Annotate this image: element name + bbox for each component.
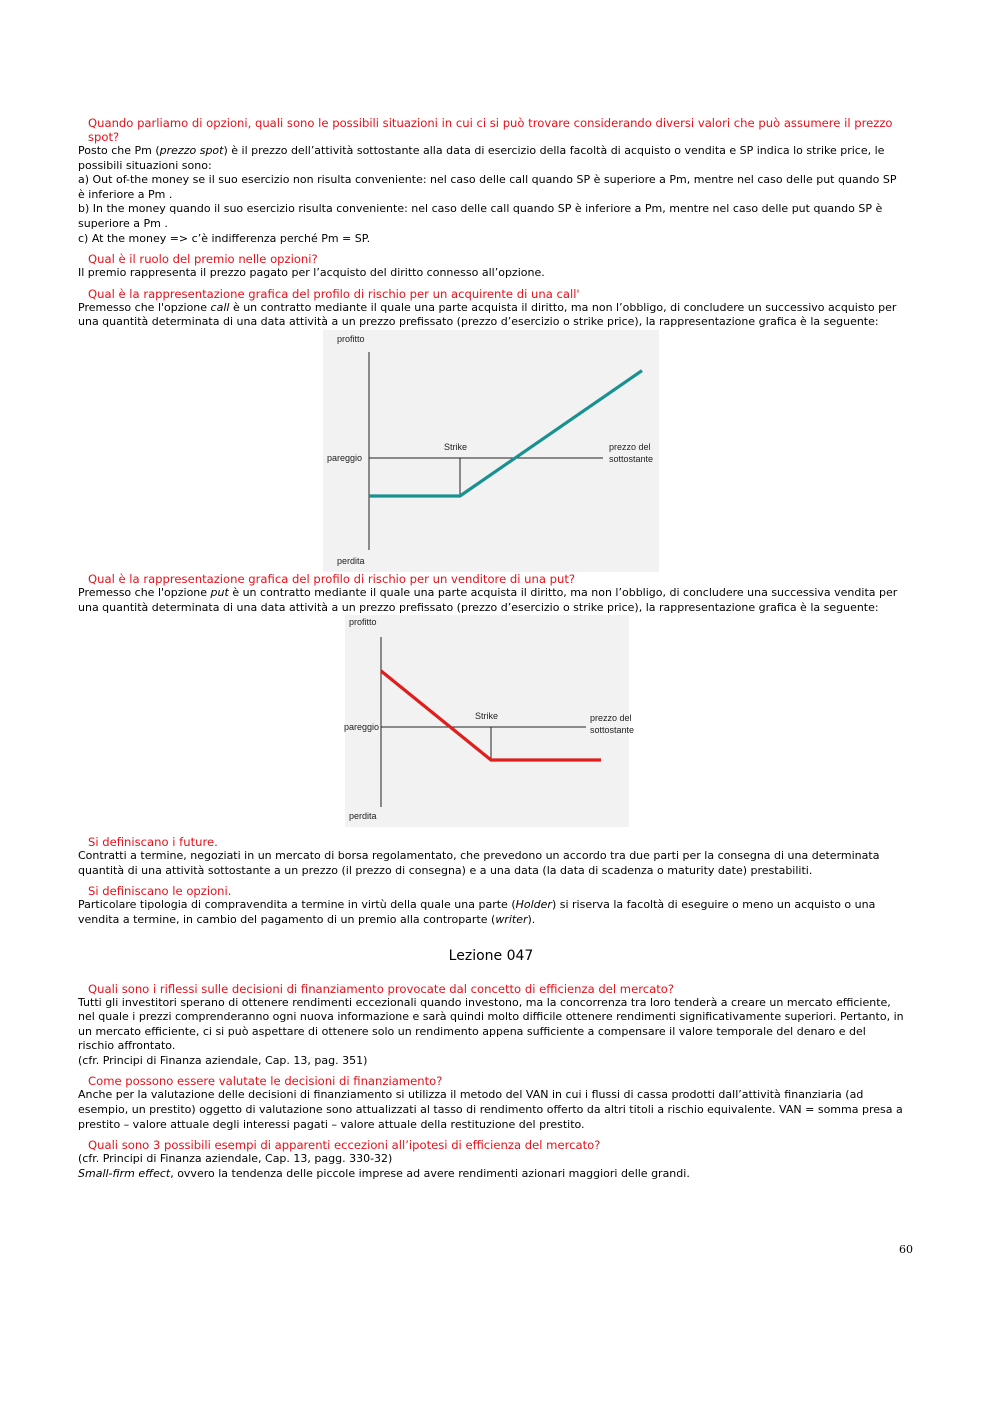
answer-in-the-money: b) In the money quando il suo esercizio risulta conveniente: nel caso delle call quando SP è inferiore a Pm, mentre nel caso delle put quando SP è superiore a Pm . [78, 202, 883, 230]
question-premium-role: Qual è il ruolo del premio nelle opzioni? [88, 252, 318, 267]
question-options-definition: Si definiscano le opzioni. [88, 884, 232, 899]
call-buyer-chart-svg [323, 330, 659, 572]
question-put-seller-chart: Qual è la rappresentazione grafica del profilo di rischio per un venditore di una put? [88, 571, 576, 586]
question-futures: Si definiscano i future. [88, 835, 218, 850]
call-buyer-chart [323, 330, 659, 572]
put-seller-chart [344, 615, 638, 827]
question-call-buyer-chart: Qual è la rappresentazione grafica del profilo di rischio per un acquirente di una call' [88, 286, 580, 301]
answer-small-firm-effect: Small-firm effect, ovvero la tendenza delle piccole imprese ad avere rendimenti azionari maggiori delle grandi. [78, 1166, 690, 1180]
answer-out-of-the-money: a) Out of-the money se il suo esercizio non risulta conveniente: nel caso delle call quando SP è superiore a Pm, mentre nel caso delle put quando SP è inferiore a Pm . [78, 173, 897, 201]
answer-call-buyer: Premesso che l'opzione call è un contratto mediante il quale una parte acquista il diritto, ma non l’obbligo, di concludere un successivo acquisto per una quantità determinata di una data attività a un prezzo prefissato (prezzo d’esercizio o strike price), la rappresentazione grafica è la seguente: [78, 300, 897, 329]
answer-at-the-money: c) At the money => c’è indifferenza perché Pm = SP. [78, 231, 371, 245]
y-axis-bottom-label: perdita [349, 811, 377, 822]
page-number: 60 [899, 1243, 913, 1256]
y-axis-top-label: profitto [349, 617, 377, 628]
answer-options-definition: Particolare tipologia di compravendita a termine in virtù della quale una parte (Holder) si riserva la facoltà di eseguire o meno un acquisto o una vendita a termine, in cambio del pagamento di un premio alla controparte (writer). [78, 898, 876, 926]
answer-option-situations-intro: Posto che Pm (prezzo spot) è il prezzo dell’attività sottostante alla data di esercizio della facoltà di acquisto o vendita e SP indica lo strike price, le possibili situazioni sono: [78, 144, 885, 172]
x-axis-label: prezzo del sottostante [590, 713, 635, 736]
lesson-title: Lezione 047 [448, 947, 534, 964]
y-axis-bottom-label: perdita [337, 555, 365, 566]
answer-futures: Contratti a termine, negoziati in un mercato di borsa regolamentato, che prevedono un accordo tra due parti per la consegna di una determinata quantità di una attività sottostante a un prezzo (il prezzo di consegna) e a una data (la data di scadenza o maturity date) prestabiliti. [78, 849, 880, 877]
reference-efficiency-exceptions: (cfr. Principi di Finanza aziendale, Cap. 13, pagg. 330-32) [78, 1152, 393, 1166]
answer-financing-valuation: Anche per la valutazione delle decisioni di finanziamento si utilizza il metodo del VAN in cui i flussi di cassa prodotti dall’attività finanziaria (ad esempio, un prestito) oggetto di valutazione sono attualizzati al tasso di rendimento offerto da altri titoli a rischio equivalente. VAN = somma presa a prestito – valore attuale degli interessi pagati – valore attuale della restituzione del prestito. [78, 1088, 903, 1131]
question-market-efficiency: Quali sono i riflessi sulle decisioni di finanziamento provocate dal concetto di efficienza del mercato? [88, 981, 674, 996]
question-option-situations: Quando parliamo di opzioni, quali sono le possibili situazioni in cui ci si può trovare considerando diversi valori che può assumere il prezzo spot? [88, 116, 893, 144]
question-efficiency-exceptions: Quali sono 3 possibili esempi di apparenti eccezioni all’ipotesi di efficienza del mercato? [88, 1138, 601, 1153]
chart-background [345, 615, 629, 827]
x-axis-label: prezzo del sottostante [609, 441, 654, 464]
answer-put-seller: Premesso che l'opzione put è un contratto mediante il quale una parte acquista il diritto, ma non l’obbligo, di concludere una successiva vendita per una quantità determinata di una data attività a un prezzo prefissato (prezzo d’esercizio o strike price), la rappresentazione grafica è la seguente: [78, 585, 898, 614]
strike-label: Strike [475, 711, 499, 722]
document-page [78, 116, 904, 1181]
answer-market-efficiency: Tutti gli investitori sperano di ottenere rendimenti eccezionali quando investono, ma la concorrenza tra loro tenderà a creare un mercato efficiente, nel quale i prezzi comprenderanno ogni nuova informazione e sarà quindi molto difficile ottenere rendimenti significativamente superiori. Pertanto, in un mercato efficiente, ci si può aspettare di ottenere solo un rendimento appena sufficiente a compensare il valore temporale del denaro e del rischio affrontato. [78, 995, 904, 1053]
question-financing-valuation: Come possono essere valutate le decisioni di finanziamento? [88, 1074, 443, 1089]
strike-label: Strike [444, 441, 468, 452]
answer-premium-role: Il premio rappresenta il prezzo pagato per l’acquisto del diritto connesso all’opzione. [78, 266, 545, 280]
reference-market-efficiency: (cfr. Principi di Finanza aziendale, Cap. 13, pag. 351) [78, 1053, 368, 1067]
y-axis-top-label: profitto [337, 333, 365, 344]
break-even-label: pareggio [344, 722, 380, 733]
break-even-label: pareggio [327, 452, 363, 463]
put-seller-chart-svg [344, 615, 638, 827]
